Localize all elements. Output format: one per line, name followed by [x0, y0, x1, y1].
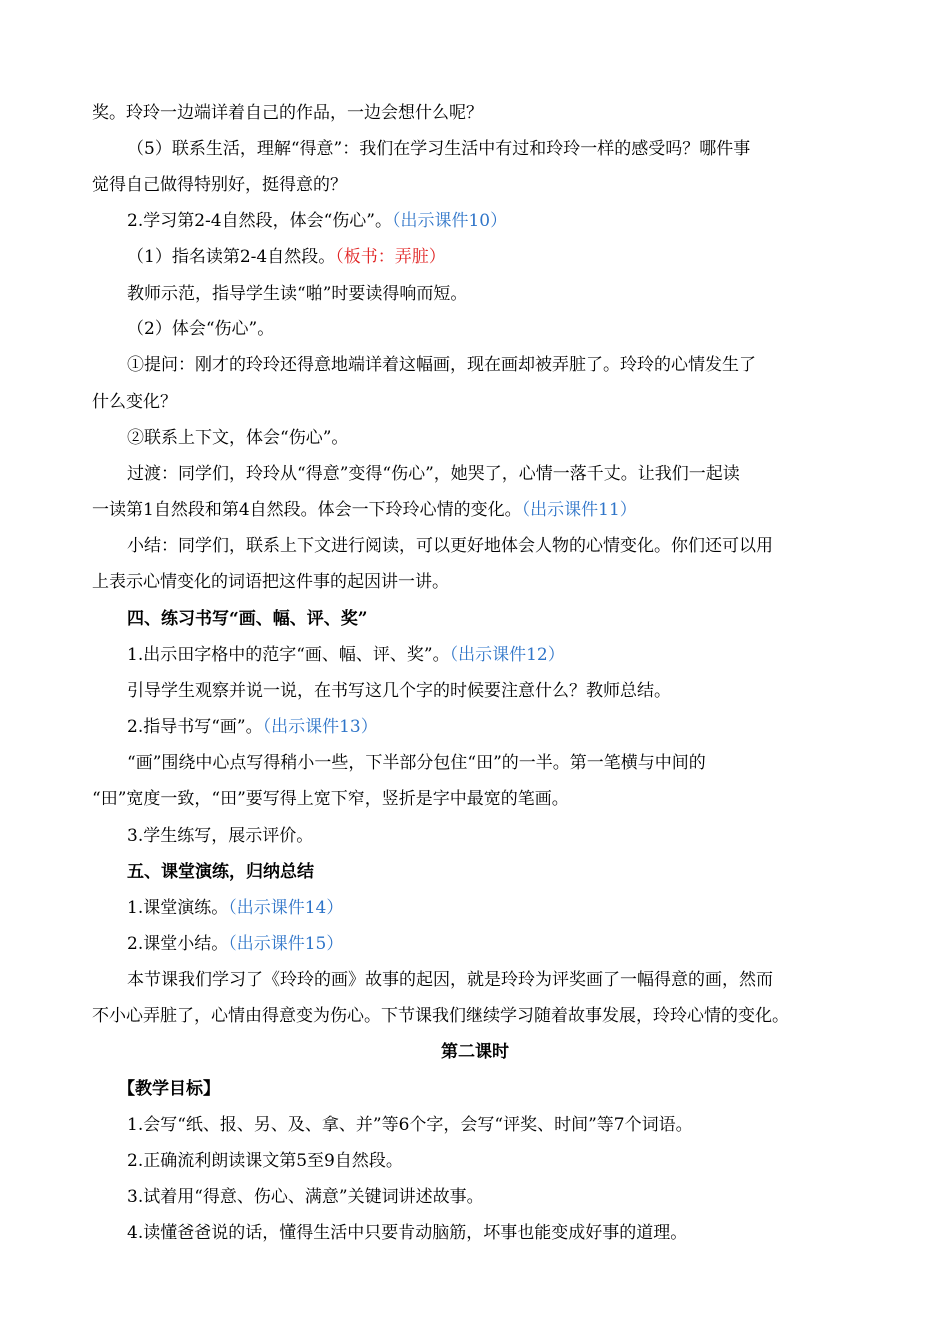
paragraph-line: 小结：同学们，联系上下文进行阅读，可以更好地体会人物的心情变化。你们还可以用 — [127, 536, 773, 556]
courseware-note: （出示课件10） — [391, 211, 508, 231]
lesson-title: 第二课时 — [441, 1042, 509, 1062]
courseware-note: （出示课件13） — [262, 717, 378, 737]
line-text: 2.学习第2-4自然段，体会“伤心”。 — [127, 211, 392, 231]
line-text: 1.出示田字格中的范字“画、幅、评、奖”。 — [127, 645, 450, 665]
paragraph-line: 觉得自己做得特别好，挺得意的？ — [92, 175, 347, 195]
objective-item: 4.读懂爸爸说的话，懂得生活中只要肯动脑筋，坏事也能变成好事的道理。 — [127, 1223, 688, 1243]
paragraph-line: “田”宽度一致，“田”要写得上宽下窄，竖折是字中最宽的笔画。 — [92, 789, 569, 809]
paragraph-line: ②联系上下文，体会“伤心”。 — [127, 428, 349, 448]
paragraph-line — [127, 716, 378, 738]
blackboard-note: （板书：弄脏） — [335, 247, 446, 267]
paragraph-line: 本节课我们学习了《玲玲的画》故事的起因，就是玲玲为评奖画了一幅得意的画，然而 — [127, 970, 773, 990]
paragraph-line: 3.学生练写，展示评价。 — [127, 826, 314, 846]
paragraph-line: （5）联系生活，理解“得意”：我们在学习生活中有过和玲玲一样的感受吗？哪件事 — [127, 139, 751, 159]
paragraph-line: 什么变化？ — [92, 392, 177, 412]
paragraph-line: ①提问：刚才的玲玲还得意地端详着这幅画，现在画却被弄脏了。玲玲的心情发生了 — [127, 355, 756, 375]
paragraph-line: 过渡：同学们，玲玲从“得意”变得“伤心”，她哭了，心情一落千丈。让我们一起读 — [127, 464, 740, 484]
paragraph-line: （2）体会“伤心”。 — [127, 319, 275, 339]
line-text: 1.课堂演练。 — [127, 898, 229, 918]
section-heading: 四、练习书写“画、幅、评、奖” — [127, 609, 368, 629]
line-text: 2.指导书写“画”。 — [127, 717, 263, 737]
paragraph-line — [127, 933, 343, 955]
objective-item: 1.会写“纸、报、另、及、拿、并”等6个字，会写“评奖、时间”等7个词语。 — [127, 1115, 693, 1135]
line-text: 一读第1自然段和第4自然段。体会一下玲玲心情的变化。 — [92, 500, 522, 520]
paragraph-line — [127, 246, 446, 268]
courseware-note: （出示课件12） — [449, 645, 565, 665]
section-heading: 五、课堂演练，归纳总结 — [127, 862, 314, 882]
paragraph-line — [92, 499, 637, 521]
paragraph-line — [127, 644, 565, 666]
paragraph-line: 奖。玲玲一边端详着自己的作品，一边会想什么呢？ — [92, 103, 483, 123]
paragraph-line: “画”围绕中心点写得稍小一些，下半部分包住“田”的一半。第一笔横与中间的 — [127, 753, 706, 773]
paragraph-line — [127, 210, 507, 232]
line-text: 2.课堂小结。 — [127, 934, 229, 954]
line-text: （1）指名读第2-4自然段。 — [127, 247, 336, 267]
paragraph-line: 上表示心情变化的词语把这件事的起因讲一讲。 — [92, 572, 449, 592]
paragraph-line — [127, 897, 343, 919]
objective-item: 2.正确流利朗读课文第5至9自然段。 — [127, 1151, 403, 1171]
courseware-note: （出示课件15） — [228, 934, 344, 954]
section-heading: 【教学目标】 — [118, 1079, 220, 1099]
paragraph-line: 教师示范，指导学生读“啪”时要读得响而短。 — [127, 284, 468, 304]
courseware-note: （出示课件14） — [228, 898, 344, 918]
objective-item: 3.试着用“得意、伤心、满意”关键词讲述故事。 — [127, 1187, 484, 1207]
paragraph-line: 不小心弄脏了，心情由得意变为伤心。下节课我们继续学习随着故事发展，玲玲心情的变化。 — [92, 1006, 789, 1026]
courseware-note: （出示课件11） — [521, 500, 637, 520]
paragraph-line: 引导学生观察并说一说，在书写这几个字的时候要注意什么？教师总结。 — [127, 681, 671, 701]
